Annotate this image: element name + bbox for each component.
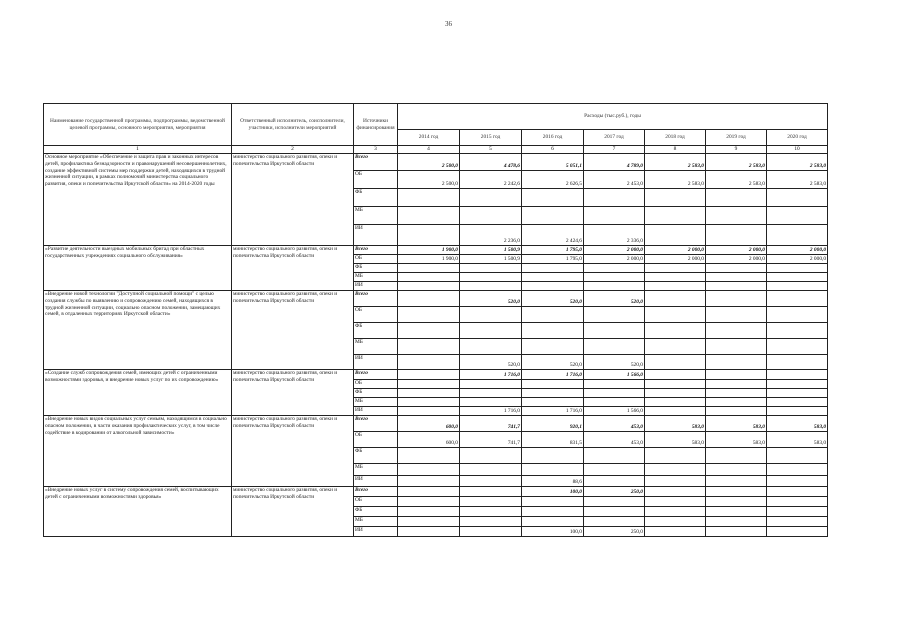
column-number: 6 xyxy=(522,146,584,154)
amount-cell: 2 000,0 xyxy=(706,255,767,264)
page-number: 36 xyxy=(445,20,452,28)
amount-cell xyxy=(767,225,828,246)
amount-cell xyxy=(645,507,706,517)
amount-cell: 250,0 xyxy=(584,527,645,537)
column-number: 4 xyxy=(398,146,460,154)
amount-cell: 741,7 xyxy=(460,432,522,448)
amount-cell xyxy=(460,517,522,527)
amount-cell: 520,0 xyxy=(460,291,522,307)
activity-name: Основное мероприятие «Обеспечение и защита прав и законных интересов детей, профилактика безнадзорности и правонарушений несовершеннолетних, создание эффективной системы мер поддержки детей, находящихся в трудной жизненной ситуации, в рамках полномочий министерства социального развития, опеки и попечительства Иркутской области» на 2014-2020 годы xyxy=(44,154,232,246)
amount-cell xyxy=(522,464,584,476)
amount-cell: 583,0 xyxy=(767,416,828,432)
amount-cell xyxy=(522,497,584,507)
amount-cell: 920,1 xyxy=(522,416,584,432)
amount-cell xyxy=(460,389,522,398)
amount-cell: 583,0 xyxy=(645,416,706,432)
amount-cell xyxy=(398,407,460,416)
amount-cell xyxy=(584,264,645,273)
funding-source: ОБ xyxy=(354,255,398,264)
funding-source: Всего xyxy=(354,246,398,255)
funding-source: МБ xyxy=(354,339,398,355)
funding-source: Всего xyxy=(354,487,398,497)
amount-cell: 741,7 xyxy=(460,416,522,432)
amount-cell: 2 500,0 xyxy=(398,154,460,171)
amount-cell xyxy=(584,307,645,323)
amount-cell: 2 000,0 xyxy=(645,255,706,264)
amount-cell xyxy=(645,448,706,464)
executor: министерство социального развития, опеки и попечительства Иркутской области xyxy=(232,487,354,537)
amount-cell xyxy=(706,527,767,537)
amount-cell xyxy=(706,307,767,323)
amount-cell xyxy=(645,517,706,527)
amount-cell: 520,0 xyxy=(584,291,645,307)
amount-cell xyxy=(584,282,645,291)
table-row xyxy=(44,246,828,255)
amount-cell xyxy=(706,407,767,416)
amount-cell xyxy=(645,291,706,307)
amount-cell xyxy=(584,507,645,517)
amount-cell xyxy=(398,476,460,487)
amount-cell xyxy=(398,398,460,407)
amount-cell: 1 716,0 xyxy=(460,407,522,416)
amount-cell xyxy=(398,207,460,225)
amount-cell xyxy=(398,273,460,282)
amount-cell xyxy=(398,464,460,476)
funding-source: ФБ xyxy=(354,264,398,273)
amount-cell xyxy=(645,225,706,246)
funding-source: Всего xyxy=(354,370,398,380)
amount-cell: 250,0 xyxy=(584,487,645,497)
amount-cell xyxy=(767,339,828,355)
amount-cell xyxy=(584,464,645,476)
amount-cell xyxy=(767,264,828,273)
amount-cell xyxy=(398,507,460,517)
amount-cell xyxy=(522,264,584,273)
amount-cell xyxy=(460,207,522,225)
activity-name: «Внедрение новой технологии "Доступной социальной помощи" с целью создания службы по выявлению и сопровождению семей, находящихся в трудной жизненной ситуации, социально опасном положении, замещающих семей, в отдаленных территориях Иркутской области» xyxy=(44,291,232,370)
amount-cell: 583,0 xyxy=(706,432,767,448)
amount-cell xyxy=(767,497,828,507)
amount-cell xyxy=(522,507,584,517)
amount-cell xyxy=(522,389,584,398)
amount-cell xyxy=(522,189,584,207)
amount-cell: 520,0 xyxy=(460,355,522,370)
amount-cell xyxy=(767,189,828,207)
amount-cell xyxy=(706,339,767,355)
funding-source: Всего xyxy=(354,154,398,171)
amount-cell xyxy=(460,464,522,476)
amount-cell: 453,0 xyxy=(584,432,645,448)
amount-cell xyxy=(645,189,706,207)
header-year: 2014 год xyxy=(398,130,460,146)
amount-cell xyxy=(398,487,460,497)
amount-cell xyxy=(645,355,706,370)
amount-cell xyxy=(584,448,645,464)
amount-cell xyxy=(645,487,706,497)
amount-cell xyxy=(398,323,460,339)
amount-cell xyxy=(767,476,828,487)
amount-cell: 453,0 xyxy=(584,416,645,432)
amount-cell xyxy=(645,207,706,225)
header-year: 2018 год xyxy=(645,130,706,146)
amount-cell xyxy=(706,380,767,389)
funding-source: Всего xyxy=(354,291,398,307)
column-numbers-row xyxy=(44,146,828,154)
amount-cell: 2 000,0 xyxy=(584,255,645,264)
amount-cell xyxy=(398,497,460,507)
amount-cell xyxy=(460,476,522,487)
amount-cell xyxy=(584,380,645,389)
amount-cell xyxy=(460,487,522,497)
funding-source: МБ xyxy=(354,464,398,476)
amount-cell xyxy=(398,189,460,207)
executor: министерство социального развития, опеки и попечительства Иркутской области xyxy=(232,246,354,291)
amount-cell xyxy=(645,476,706,487)
amount-cell xyxy=(460,307,522,323)
amount-cell xyxy=(584,323,645,339)
amount-cell xyxy=(398,370,460,380)
amount-cell xyxy=(706,476,767,487)
amount-cell: 4 789,0 xyxy=(584,154,645,171)
funding-source: ФБ xyxy=(354,507,398,517)
funding-source: ФБ xyxy=(354,389,398,398)
amount-cell: 1 566,0 xyxy=(584,370,645,380)
amount-cell xyxy=(522,207,584,225)
amount-cell xyxy=(767,407,828,416)
amount-cell xyxy=(460,282,522,291)
amount-cell xyxy=(706,291,767,307)
header-col-source: Источники финансирования xyxy=(354,104,398,146)
column-number: 5 xyxy=(460,146,522,154)
amount-cell xyxy=(645,398,706,407)
amount-cell xyxy=(645,339,706,355)
amount-cell xyxy=(398,339,460,355)
funding-source: ОБ xyxy=(354,432,398,448)
amount-cell: 583,0 xyxy=(767,432,828,448)
amount-cell xyxy=(460,527,522,537)
amount-cell: 2 583,0 xyxy=(767,154,828,171)
amount-cell: 2 453,0 xyxy=(584,171,645,189)
amount-cell: 1 500,9 xyxy=(460,255,522,264)
amount-cell xyxy=(645,264,706,273)
amount-cell: 2 242,6 xyxy=(460,171,522,189)
amount-cell xyxy=(584,339,645,355)
executor: министерство социального развития, опеки и попечительства Иркутской области xyxy=(232,416,354,487)
amount-cell xyxy=(460,380,522,389)
funding-source: Всего xyxy=(354,416,398,432)
amount-cell: 2 236,0 xyxy=(460,225,522,246)
activity-name: «Создание служб сопровождения семей, имеющих детей с ограниченными возможностями здоровья, и внедрение новых услуг по их сопровождению» xyxy=(44,370,232,416)
amount-cell xyxy=(398,389,460,398)
funding-source: ОБ xyxy=(354,171,398,189)
amount-cell xyxy=(645,370,706,380)
amount-cell xyxy=(522,323,584,339)
amount-cell xyxy=(767,207,828,225)
amount-cell xyxy=(584,189,645,207)
amount-cell: 100,0 xyxy=(522,487,584,497)
amount-cell xyxy=(706,264,767,273)
amount-cell: 2 583,0 xyxy=(706,171,767,189)
amount-cell xyxy=(460,448,522,464)
amount-cell xyxy=(706,487,767,497)
amount-cell: 583,0 xyxy=(706,416,767,432)
amount-cell: 2 500,0 xyxy=(398,171,460,189)
amount-cell xyxy=(460,507,522,517)
amount-cell: 2 583,0 xyxy=(645,171,706,189)
amount-cell xyxy=(398,517,460,527)
amount-cell xyxy=(645,380,706,389)
column-number: 8 xyxy=(645,146,706,154)
amount-cell xyxy=(767,355,828,370)
funding-source: ИИ xyxy=(354,355,398,370)
amount-cell: 1 900,0 xyxy=(398,246,460,255)
amount-cell xyxy=(706,207,767,225)
table-row xyxy=(44,370,828,380)
table-row xyxy=(44,416,828,432)
amount-cell xyxy=(767,448,828,464)
amount-cell xyxy=(398,380,460,389)
amount-cell xyxy=(398,355,460,370)
amount-cell xyxy=(460,264,522,273)
amount-cell: 2 583,0 xyxy=(767,171,828,189)
amount-cell xyxy=(645,323,706,339)
amount-cell: 520,0 xyxy=(522,355,584,370)
amount-cell xyxy=(522,282,584,291)
amount-cell xyxy=(706,323,767,339)
funding-source: ОБ xyxy=(354,497,398,507)
amount-cell xyxy=(645,282,706,291)
funding-source: МБ xyxy=(354,398,398,407)
funding-source: ИИ xyxy=(354,225,398,246)
funding-source: ИИ xyxy=(354,282,398,291)
amount-cell xyxy=(767,380,828,389)
amount-cell xyxy=(706,464,767,476)
header-year: 2017 год xyxy=(584,130,645,146)
amount-cell: 831,5 xyxy=(522,432,584,448)
amount-cell xyxy=(767,273,828,282)
header-year: 2019 год xyxy=(706,130,767,146)
amount-cell xyxy=(767,307,828,323)
amount-cell xyxy=(767,527,828,537)
amount-cell xyxy=(706,370,767,380)
amount-cell xyxy=(522,448,584,464)
amount-cell xyxy=(767,398,828,407)
amount-cell: 2 626,5 xyxy=(522,171,584,189)
funding-source: ФБ xyxy=(354,189,398,207)
amount-cell: 2 583,0 xyxy=(706,154,767,171)
funding-source: ФБ xyxy=(354,323,398,339)
amount-cell xyxy=(706,189,767,207)
amount-cell: 1 500,9 xyxy=(460,246,522,255)
amount-cell xyxy=(584,476,645,487)
amount-cell xyxy=(522,339,584,355)
funding-source: МБ xyxy=(354,517,398,527)
amount-cell: 88,6 xyxy=(522,476,584,487)
amount-cell xyxy=(522,398,584,407)
amount-cell: 2 583,0 xyxy=(645,154,706,171)
amount-cell xyxy=(522,517,584,527)
amount-cell xyxy=(398,282,460,291)
funding-source: ФБ xyxy=(354,448,398,464)
activity-name: «Внедрение новых видов социальных услуг семьям, находящимся в социально опасном положении, в части оказания профилактических услуг, в том числе содействие в кодировании от алкогольной зависимости» xyxy=(44,416,232,487)
amount-cell xyxy=(398,307,460,323)
amount-cell xyxy=(584,517,645,527)
funding-source: ИИ xyxy=(354,407,398,416)
amount-cell xyxy=(706,398,767,407)
amount-cell xyxy=(460,398,522,407)
amount-cell xyxy=(398,448,460,464)
amount-cell xyxy=(767,389,828,398)
amount-cell: 1 716,0 xyxy=(460,370,522,380)
amount-cell xyxy=(767,507,828,517)
column-number: 7 xyxy=(584,146,645,154)
amount-cell xyxy=(584,389,645,398)
amount-cell: 1 795,0 xyxy=(522,255,584,264)
amount-cell xyxy=(584,497,645,507)
amount-cell: 2 424,6 xyxy=(522,225,584,246)
amount-cell xyxy=(706,448,767,464)
amount-cell xyxy=(460,497,522,507)
column-number: 1 xyxy=(44,146,232,154)
table-row xyxy=(44,154,828,171)
amount-cell xyxy=(645,527,706,537)
amount-cell xyxy=(767,487,828,497)
funding-source: МБ xyxy=(354,273,398,282)
header-col-name: Наименование государственной программы, подпрограммы, ведомственной целевой программы, основного мероприятия, мероприятия xyxy=(44,104,232,146)
amount-cell: 1 716,0 xyxy=(522,407,584,416)
amount-cell: 100,0 xyxy=(522,527,584,537)
amount-cell: 1 795,0 xyxy=(522,246,584,255)
amount-cell xyxy=(460,273,522,282)
amount-cell xyxy=(645,273,706,282)
amount-cell: 2 000,0 xyxy=(645,246,706,255)
table-row xyxy=(44,487,828,497)
amount-cell: 2 000,0 xyxy=(706,246,767,255)
amount-cell xyxy=(584,207,645,225)
amount-cell xyxy=(460,339,522,355)
amount-cell xyxy=(767,464,828,476)
amount-cell: 520,0 xyxy=(522,291,584,307)
activity-name: «Развитие деятельности выездных мобильных бригад при областных государственных учреждениях социального обслуживания» xyxy=(44,246,232,291)
amount-cell xyxy=(767,323,828,339)
executor: министерство социального развития, опеки и попечительства Иркутской области xyxy=(232,291,354,370)
header-expenses: Расходы (тыс.руб.), годы xyxy=(398,104,828,130)
table-body xyxy=(44,154,828,537)
amount-cell: 1 716,0 xyxy=(522,370,584,380)
header-year: 2016 год xyxy=(522,130,584,146)
header-year: 2015 год xyxy=(460,130,522,146)
table-row xyxy=(44,291,828,307)
amount-cell: 4 478,6 xyxy=(460,154,522,171)
amount-cell xyxy=(767,517,828,527)
column-number: 2 xyxy=(232,146,354,154)
amount-cell xyxy=(398,264,460,273)
amount-cell xyxy=(398,225,460,246)
amount-cell xyxy=(522,273,584,282)
column-number: 9 xyxy=(706,146,767,154)
funding-source: ИИ xyxy=(354,527,398,537)
amount-cell xyxy=(706,389,767,398)
header-year: 2020 год xyxy=(767,130,828,146)
executor: министерство социального развития, опеки и попечительства Иркутской области xyxy=(232,154,354,246)
amount-cell xyxy=(398,527,460,537)
amount-cell xyxy=(706,507,767,517)
amount-cell xyxy=(398,291,460,307)
amount-cell: 1 900,0 xyxy=(398,255,460,264)
activity-name: «Внедрение новых услуг в систему сопровождения семей, воспитывающих детей с ограниченными возможностями здоровья» xyxy=(44,487,232,537)
amount-cell xyxy=(645,307,706,323)
funding-source: ИИ xyxy=(354,476,398,487)
amount-cell xyxy=(645,407,706,416)
amount-cell: 600,0 xyxy=(398,432,460,448)
amount-cell xyxy=(706,355,767,370)
amount-cell xyxy=(767,370,828,380)
amount-cell xyxy=(767,291,828,307)
amount-cell xyxy=(706,517,767,527)
amount-cell xyxy=(645,497,706,507)
amount-cell: 600,0 xyxy=(398,416,460,432)
amount-cell xyxy=(645,464,706,476)
amount-cell: 583,0 xyxy=(645,432,706,448)
amount-cell xyxy=(645,389,706,398)
amount-cell xyxy=(767,282,828,291)
executor: министерство социального развития, опеки и попечительства Иркутской области xyxy=(232,370,354,416)
amount-cell xyxy=(706,282,767,291)
header-col-executor: Ответственный исполнитель, соисполнители, участники, исполнители мероприятий xyxy=(232,104,354,146)
amount-cell xyxy=(522,307,584,323)
amount-cell: 520,0 xyxy=(584,355,645,370)
amount-cell xyxy=(706,273,767,282)
amount-cell xyxy=(460,189,522,207)
amount-cell: 1 566,0 xyxy=(584,407,645,416)
amount-cell xyxy=(522,380,584,389)
column-number: 10 xyxy=(767,146,828,154)
funding-source: МБ xyxy=(354,207,398,225)
amount-cell xyxy=(706,497,767,507)
amount-cell xyxy=(460,323,522,339)
amount-cell xyxy=(584,398,645,407)
column-number: 3 xyxy=(354,146,398,154)
amount-cell xyxy=(584,273,645,282)
table-header xyxy=(44,104,828,154)
amount-cell: 2 336,0 xyxy=(584,225,645,246)
funding-source: ОБ xyxy=(354,307,398,323)
amount-cell: 2 000,0 xyxy=(584,246,645,255)
amount-cell: 5 051,1 xyxy=(522,154,584,171)
funding-source: ОБ xyxy=(354,380,398,389)
amount-cell: 2 000,0 xyxy=(767,255,828,264)
amount-cell xyxy=(706,225,767,246)
expenses-table xyxy=(43,103,828,537)
amount-cell: 2 000,0 xyxy=(767,246,828,255)
